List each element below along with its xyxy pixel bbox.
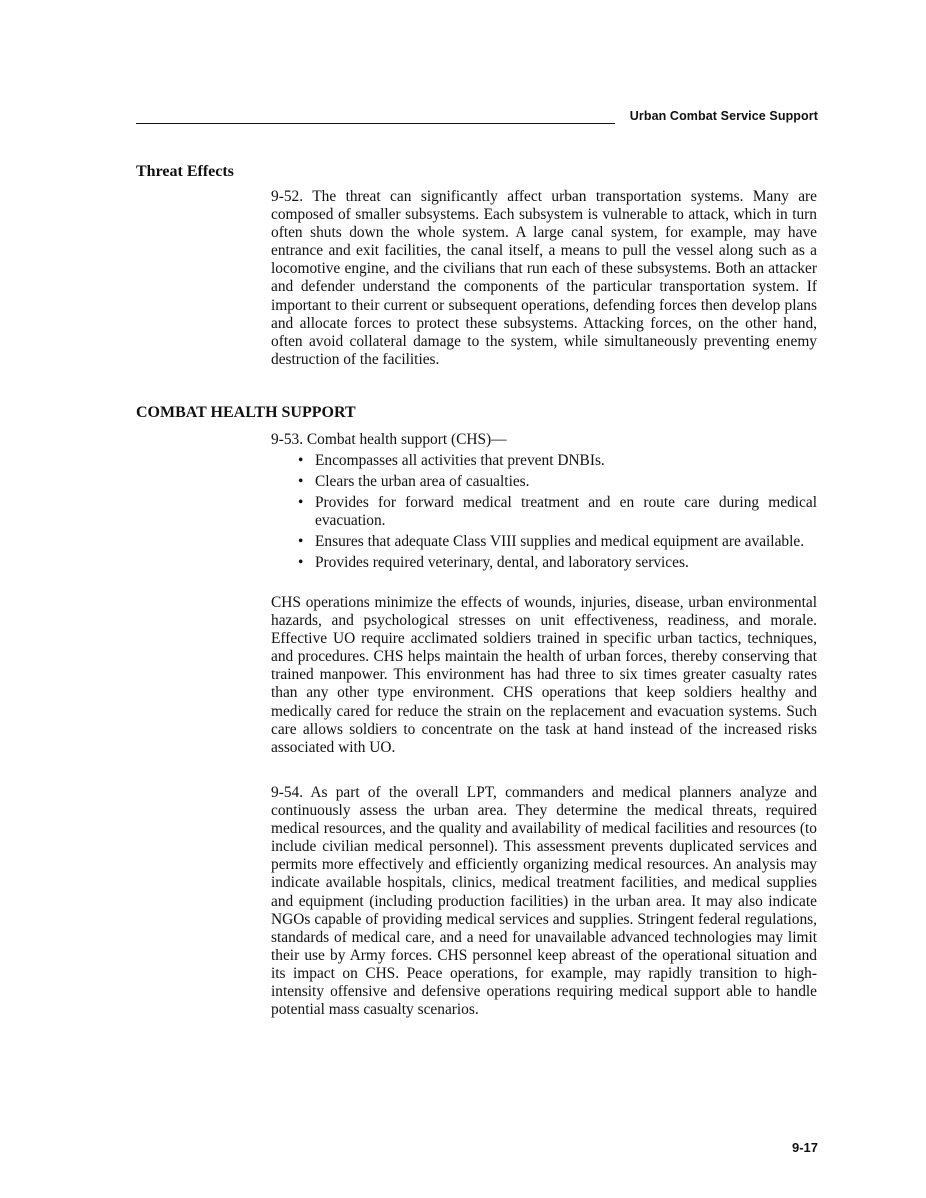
list-item-text: Clears the urban area of casualties. [315,472,530,490]
bullet-glyph: • [298,532,304,550]
list-item-text: Encompasses all activities that prevent DNBIs. [315,452,605,469]
paragraph-chs-operations: CHS operations minimize the effects of wounds, injuries, disease, urban environmental hazards, and psychological stresses on unit effectiveness, readiness, and morale. Effective UO require acclimated soldiers trained in specific urban tactics, techniques, and procedures. CHS helps maintain the health of urban forces, thereby conserving that trained manpower. This environment has had three to six times greater casualty rates than any other type environment. CHS operations that keep soldiers healthy and medically cared for reduce the strain on the replacement and evacuation systems. Such care allows soldiers to concentrate on the task at hand instead of the increased risks associated with UO. [271,594,817,756]
list-item-text: Ensures that adequate Class VIII supplies and medical equipment are available. [315,532,805,550]
bullet-glyph: • [298,553,304,571]
list-item [298,473,817,491]
section-heading-combat-health-support: COMBAT HEALTH SUPPORT [136,404,356,421]
bullet-glyph: • [298,472,304,490]
paragraph-9-54: 9-54. As part of the overall LPT, commanders and medical planners analyze and continuously assess the urban area. They determine the medical threats, required medical resources, and the quality and availability of medical facilities and resources (to include civilian medical personnel). This assessment prevents duplicated services and permits more effectively and efficiently organizing medical resources. An analysis may indicate available hospitals, clinics, medical treatment facilities, and medical supplies and equipment (including production facilities) in the urban area. It may also indicate NGOs capable of providing medical services and supplies. Stringent federal regulations, standards of medical care, and a need for unavailable advanced technologies may limit their use by Army forces. CHS personnel keep abreast of the operational situation and its impact on CHS. Peace operations, for example, may rapidly transition to high-intensity offensive and defensive operations requiring medical support able to handle potential mass casualty scenarios. [271,784,817,1019]
list-item [298,494,817,530]
section-heading-threat-effects: Threat Effects [136,163,234,180]
list-item [298,554,817,572]
page-number: 9-17 [791,1140,818,1155]
running-header-rule [136,123,615,124]
list-item-text: Provides for forward medical treatment and en route care during medical evacuation. [315,493,817,529]
list-item [298,452,817,470]
running-header-title: Urban Combat Service Support [629,109,818,123]
bullet-glyph: • [298,493,304,511]
list-item-text: Provides required veterinary, dental, and laboratory services. [315,553,689,571]
list-item [298,533,817,551]
chs-bullet-list [298,452,817,575]
bullet-glyph: • [298,452,304,469]
paragraph-9-53-intro: 9-53. Combat health support (CHS)— [271,431,507,448]
paragraph-9-52: 9-52. The threat can significantly affect urban transportation systems. Many are composed of smaller subsystems. Each subsystem is vulnerable to attack, which in turn often shuts down the whole system. A large canal system, for example, may have entrance and exit facilities, the canal itself, a means to pull the vessel along such as a locomotive engine, and the civilians that run each of these subsystems. Both an attacker and defender understand the components of the particular transportation system. If important to their current or subsequent operations, defending forces then develop plans and allocate forces to protect these subsystems. Attacking forces, on the other hand, often avoid collateral damage to the system, while simultaneously preventing enemy destruction of the facilities. [271,188,817,368]
